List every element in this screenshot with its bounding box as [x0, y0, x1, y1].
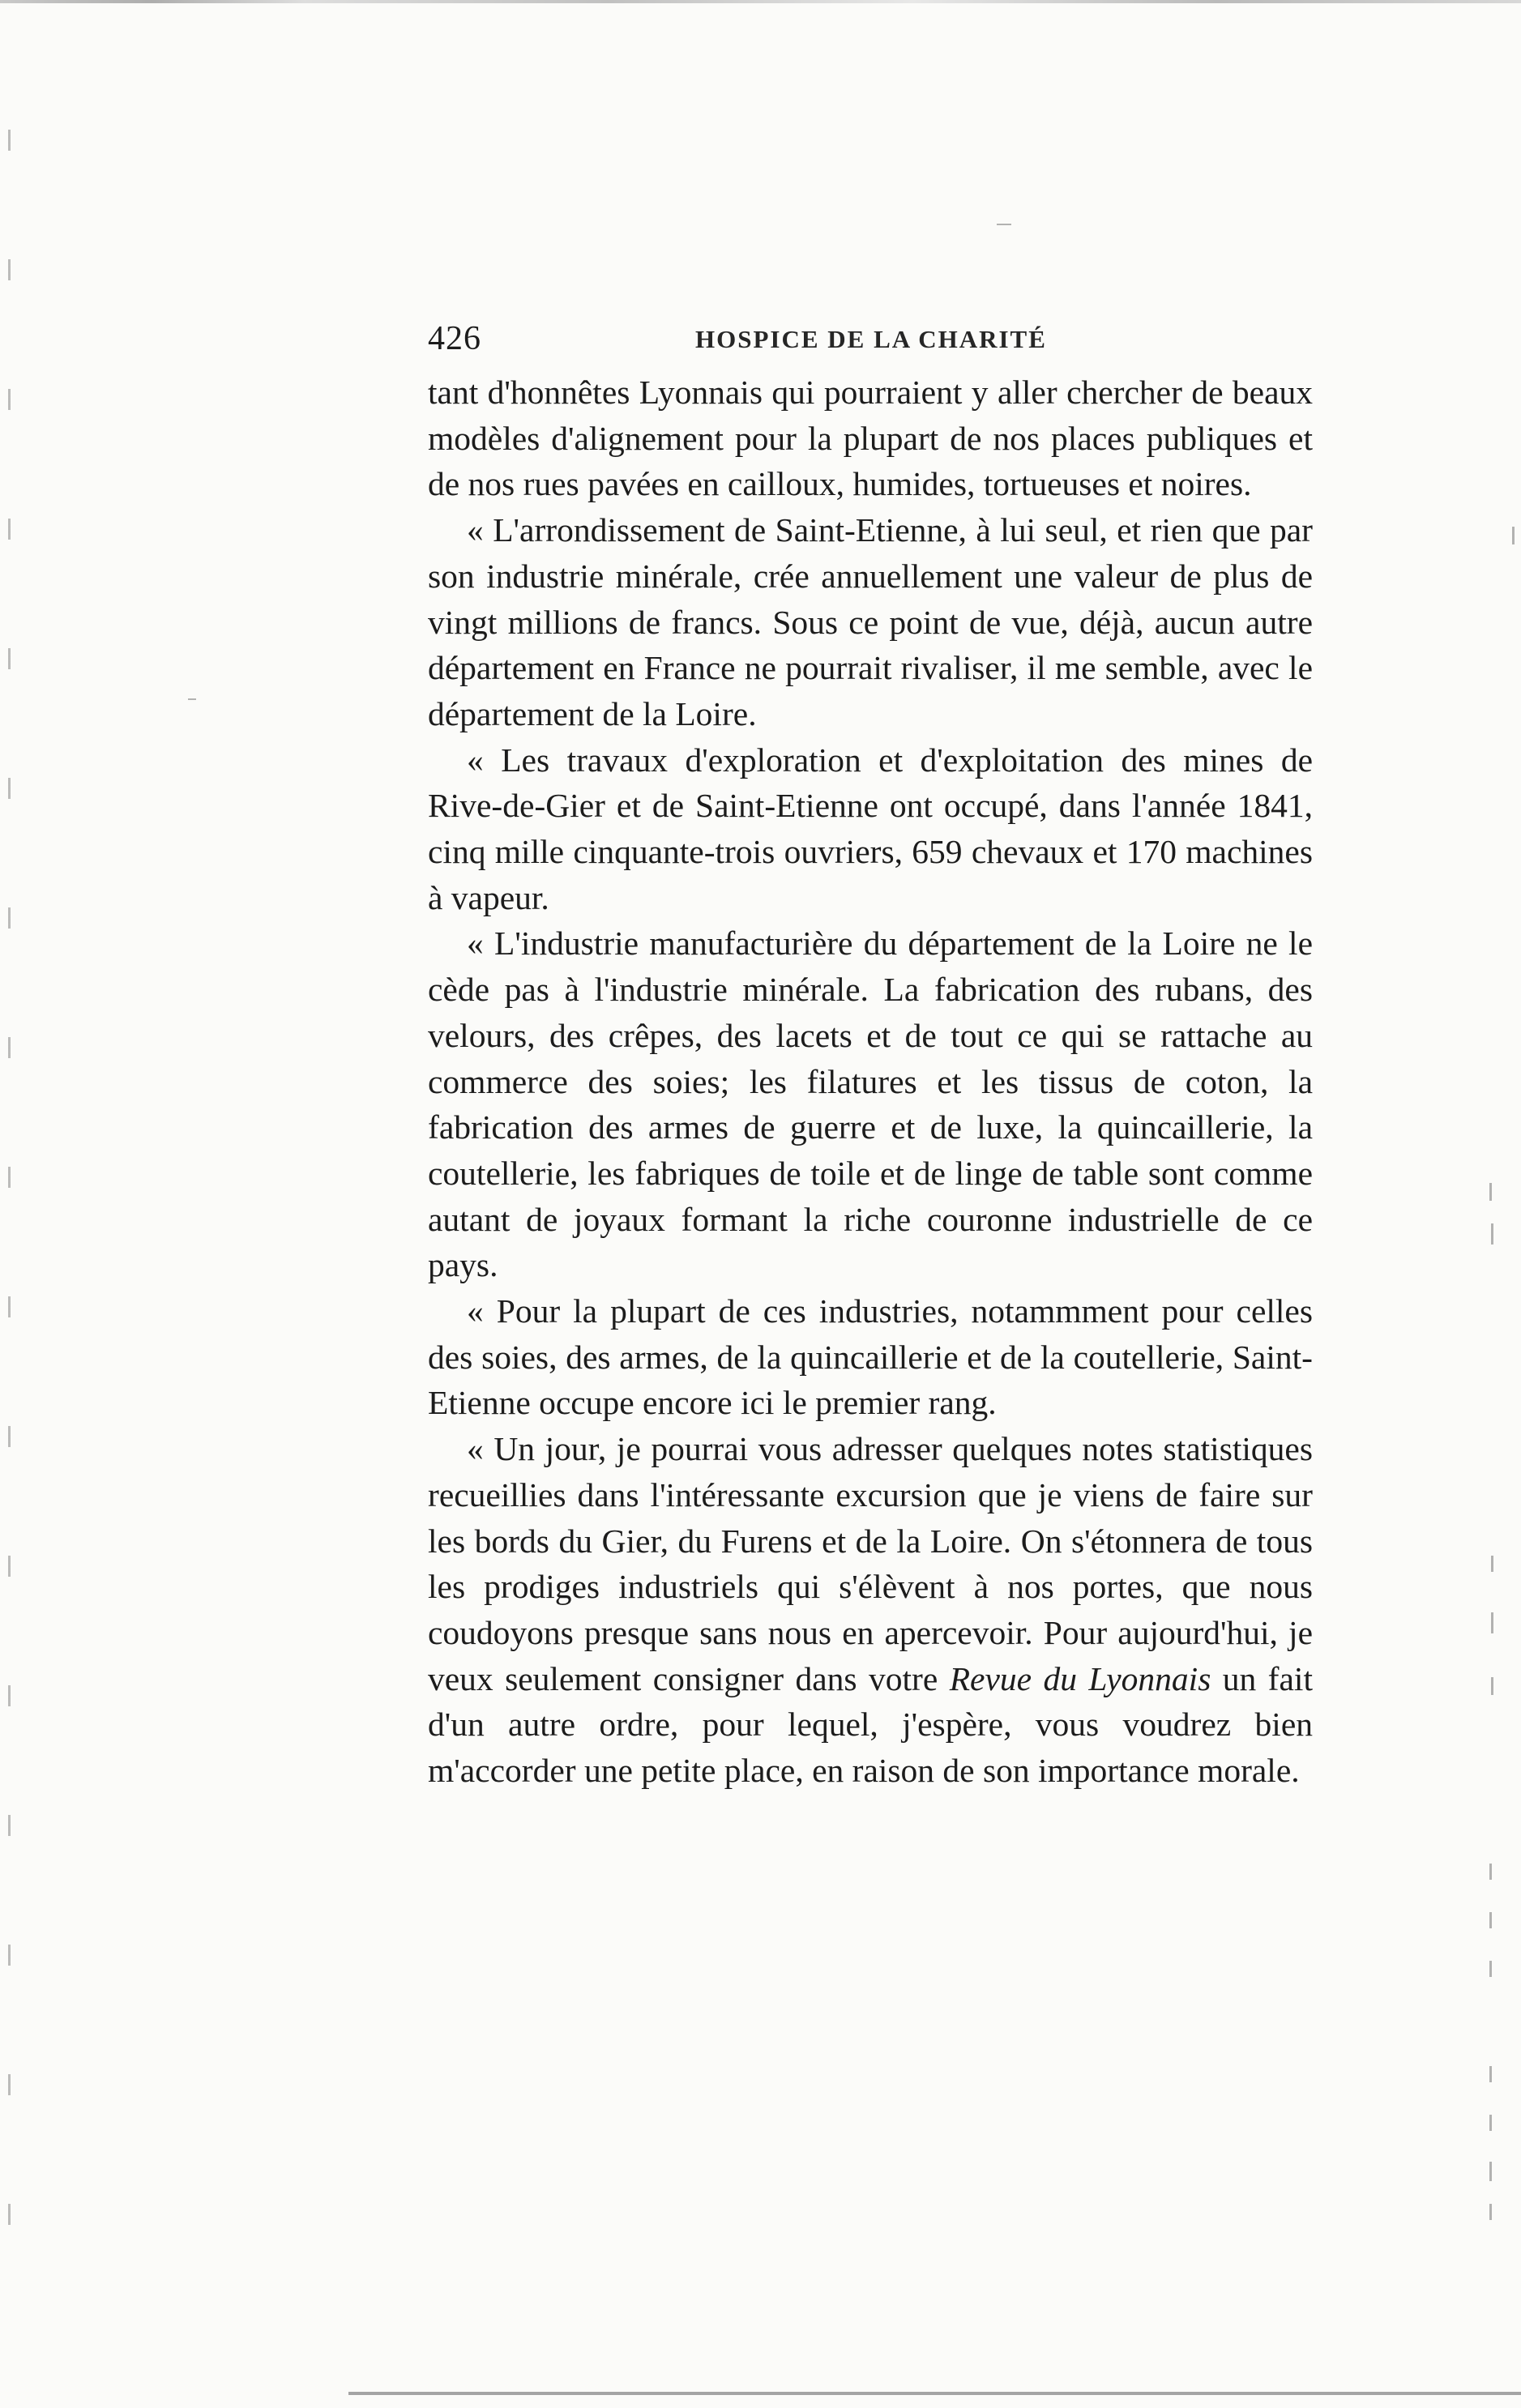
- scan-speck: [1489, 2204, 1492, 2220]
- paragraph-5: « Pour la plupart de ces industries, notammment pour celles des soies, des armes, de la quincaillerie et de la coutellerie, Saint-Etienne occupe encore ici le premier rang.: [428, 1292, 1313, 1422]
- page-number: 426: [428, 320, 481, 357]
- scan-binding-edge: [8, 130, 11, 2269]
- scan-speck: [1489, 1183, 1492, 1201]
- scan-top-edge: [0, 0, 1521, 3]
- scan-speck: [1491, 1677, 1493, 1695]
- scan-speck: [1512, 527, 1515, 544]
- paragraph-6: [428, 1426, 1313, 1794]
- journal-title: Revue du Lyonnais: [949, 1659, 1211, 1697]
- scan-speck: [1489, 1912, 1492, 1928]
- paragraph-1: tant d'honnêtes Lyonnais qui pourraient y aller chercher de beaux modèles d'alignement pour la plupart de nos places publiques et de nos rues pavées en cailloux, humides, tortueuses et noires.: [428, 374, 1313, 503]
- scan-speck: [188, 698, 196, 700]
- scan-speck: [1491, 1223, 1493, 1245]
- scan-speck: [997, 224, 1011, 225]
- page-header: [428, 314, 1313, 363]
- body-text: [428, 369, 1313, 1794]
- paragraph-4: « L'industrie manufacturière du département de la Loire ne le cède pas à l'industrie minérale. La fabrication des rubans, des velours, des crêpes, des lacets et de tout ce qui se rattache au commerce des soies; les filatures et les tissus de coton, la fabrication des armes de guerre et de luxe, la quincaillerie, la coutellerie, les fabriques de toile et de linge de table sont comme autant de joyaux formant la riche couronne industrielle de ce pays.: [428, 924, 1313, 1284]
- scan-speck: [1491, 1556, 1493, 1572]
- paragraph-6-start: « Un jour, je pourrai vous adresser quelques notes statistiques recueillies dans l'intéressante excursion que je viens de faire sur les bords du Gier, du Furens et de la Loire. On s'étonnera de tous les prodiges industriels qui s'élèvent à nos portes, que nous coudoyons presque sans nous en apercevoir. Pour aujourd'hui, je veux seulement consigner dans votre: [428, 1430, 1313, 1697]
- scan-speck: [1491, 1612, 1493, 1633]
- running-head: HOSPICE DE LA CHARITÉ: [695, 325, 1047, 353]
- scan-speck: [1489, 2066, 1492, 2082]
- scan-speck: [1489, 2115, 1492, 2131]
- paragraph-2: « L'arrondissement de Saint-Etienne, à lui seul, et rien que par son industrie minérale, crée annuellement une valeur de plus de vingt millions de francs. Sous ce point de vue, déjà, aucun autre département en France ne pourrait rivaliser, il me semble, avec le département de la Loire.: [428, 511, 1313, 732]
- paragraph-6-end: un fait d'un autre ordre, pour lequel, j'espère, vous voudrez bien m'accorder une petite place, en raison de son importance morale.: [428, 1659, 1313, 1790]
- scan-speck: [1489, 1864, 1492, 1880]
- scan-speck: [1489, 2162, 1492, 2181]
- scan-bottom-edge: [348, 2392, 1521, 2395]
- paragraph-3: « Les travaux d'exploration et d'exploitation des mines de Rive-de-Gier et de Saint-Etienne ont occupé, dans l'année 1841, cinq mille cinquante-trois ouvriers, 659 chevaux et 170 machines à vapeur.: [428, 741, 1313, 916]
- scan-speck: [1489, 1961, 1492, 1977]
